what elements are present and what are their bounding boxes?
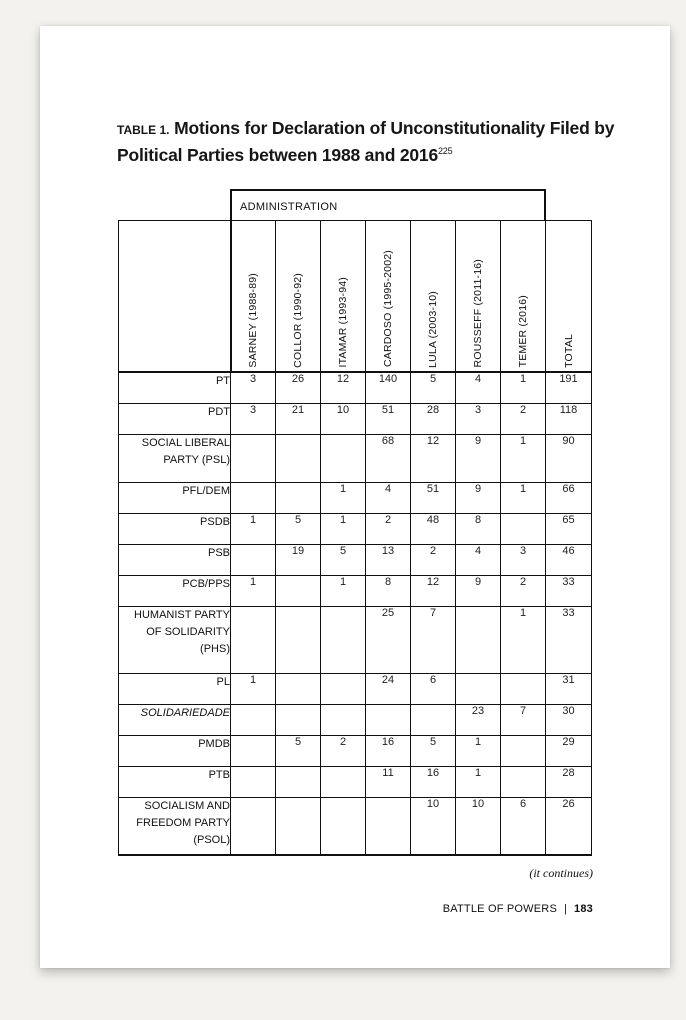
column-header: COLLOR (1990-92): [276, 221, 321, 372]
value-cell: 1: [321, 514, 366, 545]
party-name: PTB: [119, 767, 231, 798]
value-cell: 10: [321, 404, 366, 435]
party-name: SOCIAL LIBERAL PARTY (PSL): [119, 435, 231, 483]
value-cell: [231, 736, 276, 767]
value-cell: 1: [231, 514, 276, 545]
value-cell: 13: [366, 545, 411, 576]
value-cell: 8: [456, 514, 501, 545]
page-footer: [443, 903, 593, 915]
table-row: [119, 736, 592, 767]
value-cell: 5: [411, 372, 456, 404]
value-cell: [501, 674, 546, 705]
page-number: 183: [574, 903, 593, 915]
value-cell: 12: [411, 435, 456, 483]
value-cell: [321, 607, 366, 674]
value-cell: 2: [501, 404, 546, 435]
value-cell: [276, 576, 321, 607]
value-cell: [231, 435, 276, 483]
value-cell: 1: [456, 736, 501, 767]
value-cell: 5: [411, 736, 456, 767]
party-name: PL: [119, 674, 231, 705]
value-cell: 12: [411, 576, 456, 607]
value-cell: [501, 767, 546, 798]
value-cell: 4: [456, 372, 501, 404]
table-row: [119, 435, 592, 483]
value-cell: [231, 607, 276, 674]
party-name: PCB/PPS: [119, 576, 231, 607]
value-cell: 1: [501, 435, 546, 483]
value-cell: 28: [411, 404, 456, 435]
value-cell: [276, 767, 321, 798]
table-row: [119, 674, 592, 705]
value-cell: 12: [321, 372, 366, 404]
value-cell: 26: [276, 372, 321, 404]
value-cell: [321, 435, 366, 483]
value-cell: 3: [231, 404, 276, 435]
party-name: PFL/DEM: [119, 483, 231, 514]
value-cell: 2: [501, 576, 546, 607]
table-label: TABLE 1.: [117, 123, 170, 137]
value-cell: 10: [411, 798, 456, 855]
value-cell: [276, 674, 321, 705]
table-row: [119, 705, 592, 736]
party-name: PSDB: [119, 514, 231, 545]
table-row: [119, 514, 592, 545]
value-cell: 9: [456, 435, 501, 483]
column-header-row: [119, 221, 592, 372]
value-cell: 5: [276, 514, 321, 545]
continuation-note: (it continues): [529, 866, 593, 880]
value-cell: [276, 435, 321, 483]
value-cell: 1: [321, 576, 366, 607]
party-name: PMDB: [119, 736, 231, 767]
value-cell: [321, 705, 366, 736]
value-cell: [501, 736, 546, 767]
value-cell: 48: [411, 514, 456, 545]
administration-label: ADMINISTRATION: [240, 201, 338, 213]
value-cell: 2: [366, 514, 411, 545]
value-cell: [276, 798, 321, 855]
value-cell: [231, 483, 276, 514]
administration-group-header: [230, 189, 546, 221]
value-cell: 10: [456, 798, 501, 855]
value-cell: [276, 483, 321, 514]
book-page: [40, 26, 670, 968]
value-cell: 4: [366, 483, 411, 514]
value-cell: 1: [231, 576, 276, 607]
value-cell: 1: [231, 674, 276, 705]
value-cell: 16: [411, 767, 456, 798]
value-cell: 5: [276, 736, 321, 767]
table-row: [119, 798, 592, 855]
column-header: CARDOSO (1995-2002): [366, 221, 411, 372]
value-cell: 24: [366, 674, 411, 705]
total-cell: 33: [546, 576, 592, 607]
total-cell: 191: [546, 372, 592, 404]
table-title: Motions for Declaration of Unconstitutionality Filed by Political Parties between 1988 and 2016: [117, 118, 615, 165]
total-cell: 118: [546, 404, 592, 435]
value-cell: 7: [501, 705, 546, 736]
table-row: [119, 767, 592, 798]
table-row: [119, 607, 592, 674]
table-body: [119, 372, 592, 855]
value-cell: 9: [456, 483, 501, 514]
total-cell: 30: [546, 705, 592, 736]
value-cell: 25: [366, 607, 411, 674]
value-cell: [411, 705, 456, 736]
party-name: PT: [119, 372, 231, 404]
value-cell: [231, 798, 276, 855]
value-cell: 3: [456, 404, 501, 435]
table-row: [119, 576, 592, 607]
column-header: ITAMAR (1993-94): [321, 221, 366, 372]
footer-separator: |: [563, 903, 568, 915]
value-cell: 19: [276, 545, 321, 576]
value-cell: 2: [321, 736, 366, 767]
value-cell: [276, 607, 321, 674]
value-cell: 140: [366, 372, 411, 404]
value-cell: 1: [501, 372, 546, 404]
column-header: LULA (2003-10): [411, 221, 456, 372]
value-cell: 11: [366, 767, 411, 798]
value-cell: 4: [456, 545, 501, 576]
value-cell: 1: [456, 767, 501, 798]
total-cell: 65: [546, 514, 592, 545]
column-header: TEMER (2016): [501, 221, 546, 372]
value-cell: [456, 674, 501, 705]
total-cell: 46: [546, 545, 592, 576]
party-name: PSB: [119, 545, 231, 576]
total-cell: 26: [546, 798, 592, 855]
value-cell: 9: [456, 576, 501, 607]
value-cell: 51: [411, 483, 456, 514]
value-cell: 7: [411, 607, 456, 674]
value-cell: [276, 705, 321, 736]
value-cell: [231, 767, 276, 798]
value-cell: [456, 607, 501, 674]
column-header: ROUSSEFF (2011-16): [456, 221, 501, 372]
party-name: PDT: [119, 404, 231, 435]
table-row: [119, 404, 592, 435]
party-name: SOLIDARIEDADE: [119, 705, 231, 736]
empty-corner: [119, 221, 231, 372]
value-cell: [321, 674, 366, 705]
value-cell: [321, 767, 366, 798]
total-cell: 90: [546, 435, 592, 483]
value-cell: 5: [321, 545, 366, 576]
total-cell: 66: [546, 483, 592, 514]
total-cell: 29: [546, 736, 592, 767]
value-cell: 1: [501, 483, 546, 514]
column-header: SARNEY (1988-89): [231, 221, 276, 372]
value-cell: 51: [366, 404, 411, 435]
value-cell: 23: [456, 705, 501, 736]
value-cell: 68: [366, 435, 411, 483]
table-row: [119, 372, 592, 404]
value-cell: 1: [321, 483, 366, 514]
value-cell: 6: [411, 674, 456, 705]
total-cell: 28: [546, 767, 592, 798]
value-cell: 2: [411, 545, 456, 576]
value-cell: [366, 798, 411, 855]
value-cell: [231, 545, 276, 576]
value-cell: [501, 514, 546, 545]
value-cell: 8: [366, 576, 411, 607]
value-cell: 3: [501, 545, 546, 576]
value-cell: 6: [501, 798, 546, 855]
party-name: HUMANIST PARTY OF SOLIDARITY (PHS): [119, 607, 231, 674]
value-cell: [321, 798, 366, 855]
value-cell: [366, 705, 411, 736]
footnote-marker: 225: [437, 146, 453, 157]
running-head: BATTLE OF POWERS: [442, 903, 557, 915]
value-cell: 1: [501, 607, 546, 674]
value-cell: 3: [231, 372, 276, 404]
total-cell: 33: [546, 607, 592, 674]
column-header-total: TOTAL: [546, 221, 592, 372]
value-cell: 16: [366, 736, 411, 767]
motions-table: [118, 220, 592, 856]
table-caption: [117, 116, 617, 168]
value-cell: 21: [276, 404, 321, 435]
table-row: [119, 545, 592, 576]
table-row: [119, 483, 592, 514]
value-cell: [231, 705, 276, 736]
party-name: SOCIALISM AND FREEDOM PARTY (PSOL): [119, 798, 231, 855]
total-cell: 31: [546, 674, 592, 705]
